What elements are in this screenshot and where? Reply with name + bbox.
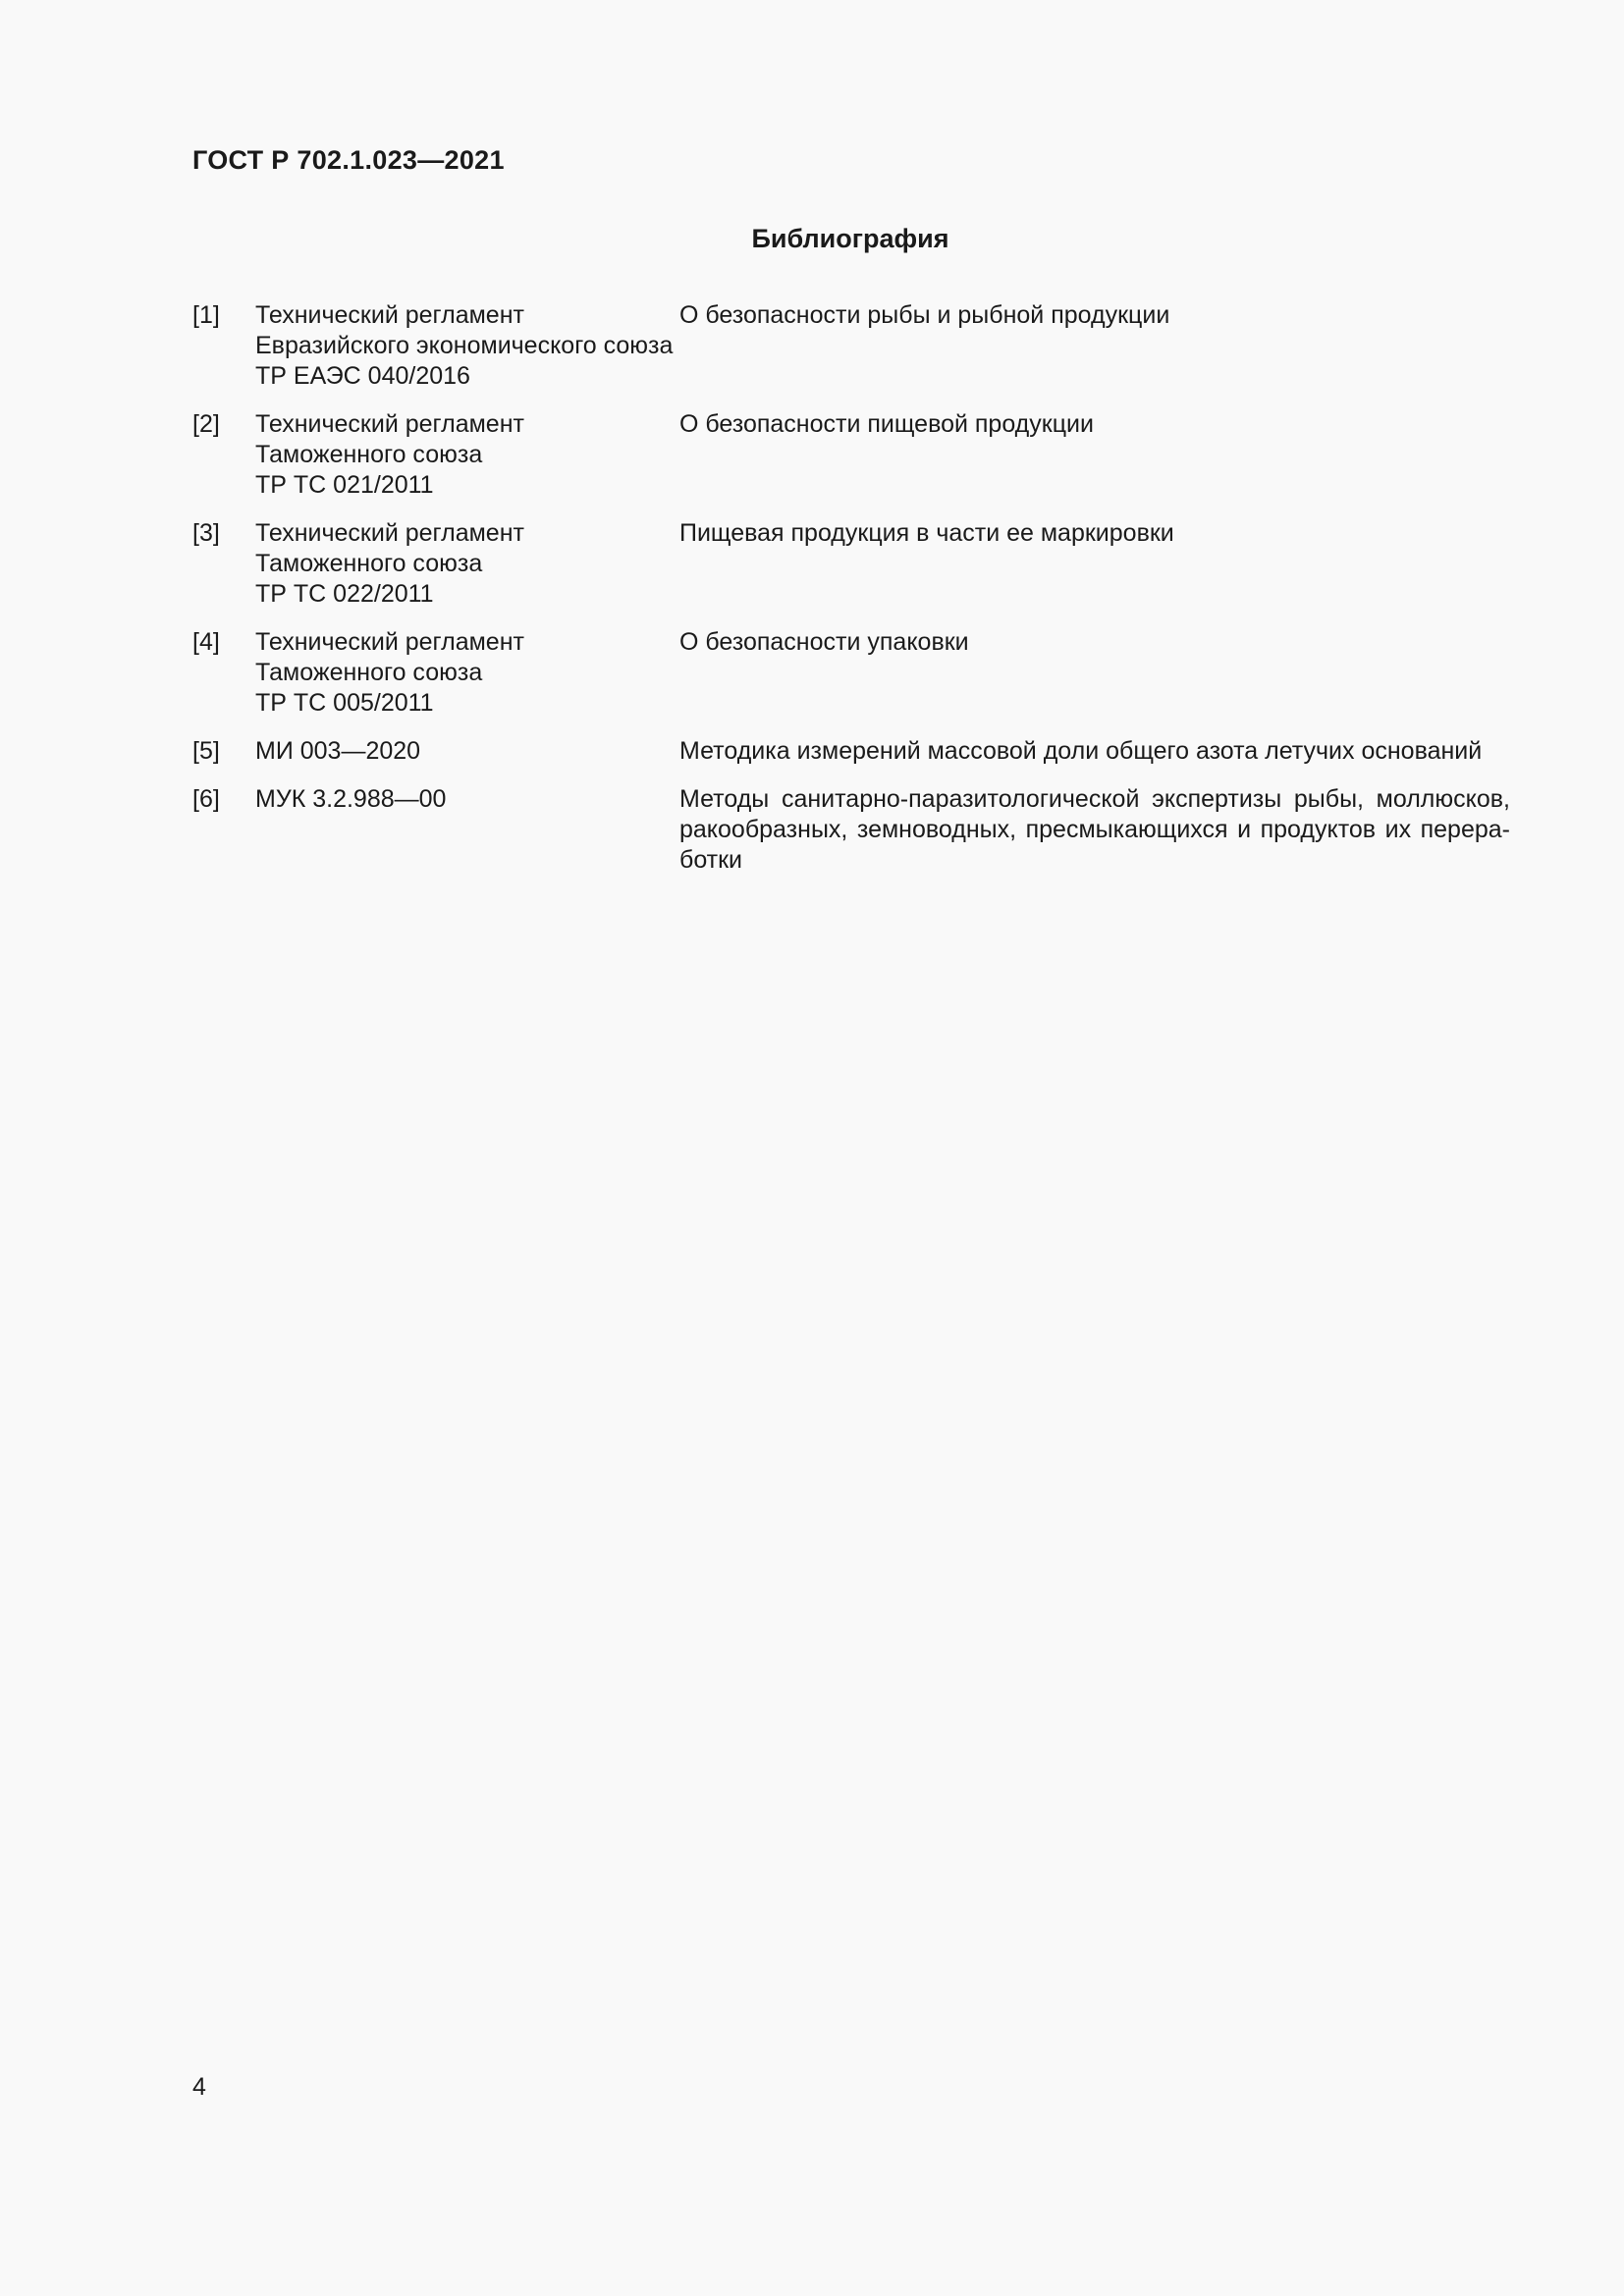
entry-document-line: ТР ЕАЭС 040/2016 xyxy=(255,362,470,390)
entry-document-line: Евразийского экономического союза xyxy=(255,332,674,359)
entry-document xyxy=(255,784,679,815)
entry-number: [5] xyxy=(192,737,220,765)
entry-document-line: ТР ТС 005/2011 xyxy=(255,689,434,717)
entry-document-line: Технический регламент xyxy=(255,519,524,547)
entry-title: О безопасности рыбы и рыбной продукции xyxy=(679,301,1170,329)
entry-number: [3] xyxy=(192,519,220,547)
entry-document xyxy=(255,409,679,501)
entry-title: Пищевая продукция в части ее маркировки xyxy=(679,519,1174,547)
entry-number: [1] xyxy=(192,301,220,329)
entry-title: О безопасности пищевой продукции xyxy=(679,410,1094,438)
entry-document-line: МИ 003—2020 xyxy=(255,737,421,765)
bibliography-entry xyxy=(192,518,1510,610)
bibliography-entry xyxy=(192,409,1510,501)
bibliography-list xyxy=(192,300,1510,893)
entry-number: [2] xyxy=(192,410,220,438)
entry-document xyxy=(255,736,679,767)
entry-document-line: Технический регламент xyxy=(255,301,524,329)
entry-document-line: Таможенного союза xyxy=(255,441,483,468)
entry-document-line: Таможенного союза xyxy=(255,659,483,686)
entry-document-line: Таможенного союза xyxy=(255,550,483,577)
entry-title: Методика измерений массовой доли общего азота летучих оснований xyxy=(679,737,1483,765)
bibliography-entry xyxy=(192,627,1510,719)
entry-document-line: МУК 3.2.988—00 xyxy=(255,785,447,813)
entry-number: [6] xyxy=(192,785,220,813)
bibliography-entry xyxy=(192,300,1510,392)
document-code: ГОСТ Р 702.1.023—2021 xyxy=(192,145,505,175)
entry-document xyxy=(255,518,679,610)
entry-title: Методы санитарно-паразитологической экспертизы рыбы, моллюсков, ракообразных, земноводных, пресмыкающихся и продуктов их переработки xyxy=(679,785,1510,874)
entry-document xyxy=(255,627,679,719)
entry-document-line: Технический регламент xyxy=(255,628,524,656)
entry-document-line: ТР ТС 022/2011 xyxy=(255,580,434,608)
entry-document xyxy=(255,300,679,392)
entry-title: О безопасности упаковки xyxy=(679,628,969,656)
bibliography-entry xyxy=(192,784,1510,876)
entry-number: [4] xyxy=(192,628,220,656)
bibliography-entry xyxy=(192,736,1510,767)
section-title: Библиография xyxy=(751,224,949,253)
page-number: 4 xyxy=(192,2073,206,2101)
entry-document-line: Технический регламент xyxy=(255,410,524,438)
entry-document-line: ТР ТС 021/2011 xyxy=(255,471,434,499)
